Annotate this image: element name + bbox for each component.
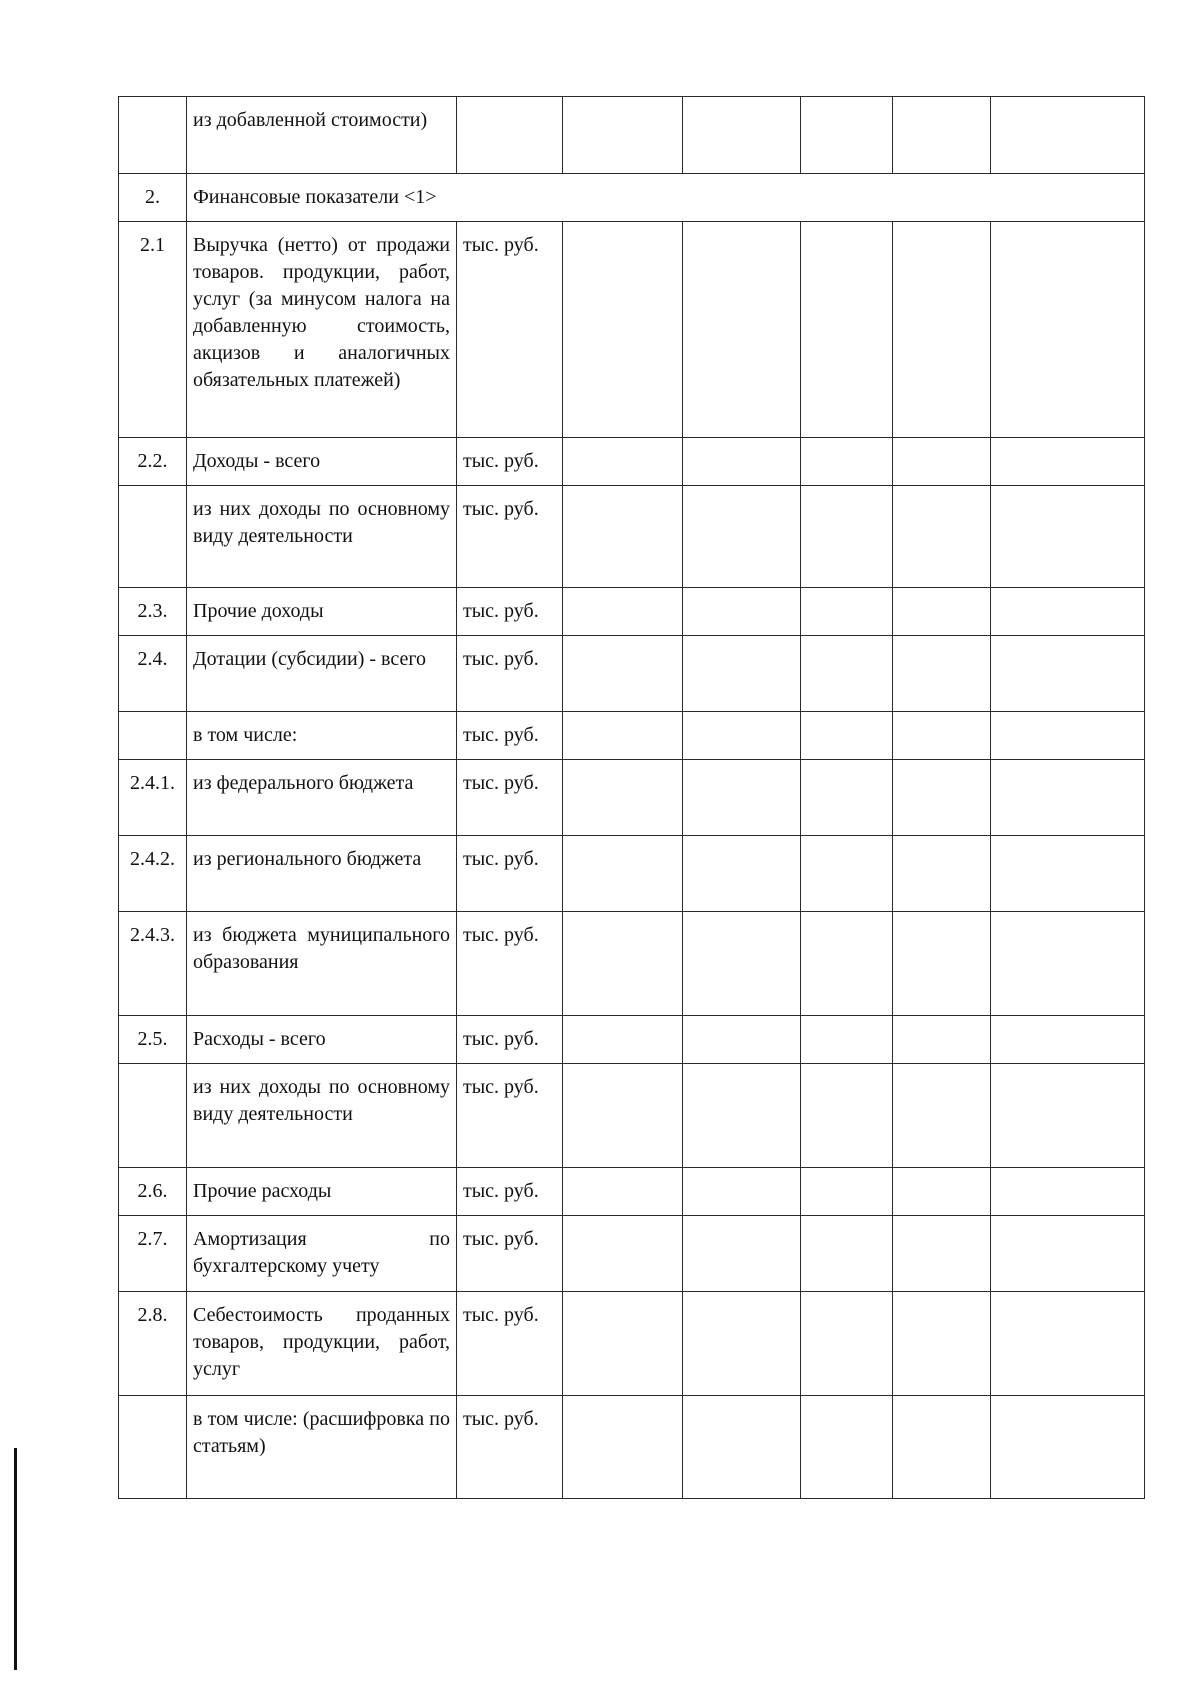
value-cell	[893, 636, 991, 712]
value-cell	[563, 588, 683, 636]
row-name: в том числе: (расшифровка по статьям)	[187, 1396, 457, 1499]
row-unit: тыс. руб.	[457, 486, 563, 588]
row-number: 2.4.1.	[119, 760, 187, 836]
value-cell	[563, 97, 683, 174]
value-cell	[801, 760, 893, 836]
row-number: 2.2.	[119, 438, 187, 486]
value-cell	[893, 222, 991, 438]
value-cell	[683, 97, 801, 174]
table-row	[119, 1216, 1145, 1292]
table-row	[119, 438, 1145, 486]
value-cell	[801, 912, 893, 1016]
value-cell	[991, 636, 1145, 712]
section-title: Финансовые показатели <1>	[187, 174, 1145, 222]
row-number	[119, 1064, 187, 1168]
row-number: 2.4.2.	[119, 836, 187, 912]
row-name: в том числе:	[187, 712, 457, 760]
row-name: из бюджета муниципального образования	[187, 912, 457, 1016]
value-cell	[991, 1168, 1145, 1216]
row-name: из них доходы по основному виду деятельности	[187, 486, 457, 588]
row-number	[119, 1396, 187, 1499]
table-row	[119, 588, 1145, 636]
value-cell	[801, 1168, 893, 1216]
value-cell	[991, 712, 1145, 760]
value-cell	[801, 712, 893, 760]
row-name: Прочие доходы	[187, 588, 457, 636]
row-number	[119, 486, 187, 588]
row-unit: тыс. руб.	[457, 1016, 563, 1064]
value-cell	[563, 1292, 683, 1396]
table-row	[119, 1168, 1145, 1216]
value-cell	[563, 438, 683, 486]
value-cell	[683, 222, 801, 438]
value-cell	[683, 588, 801, 636]
value-cell	[563, 712, 683, 760]
value-cell	[683, 1168, 801, 1216]
value-cell	[991, 912, 1145, 1016]
table-row	[119, 1016, 1145, 1064]
row-unit: тыс. руб.	[457, 588, 563, 636]
table-row	[119, 1396, 1145, 1499]
value-cell	[683, 438, 801, 486]
value-cell	[991, 760, 1145, 836]
value-cell	[893, 588, 991, 636]
value-cell	[563, 760, 683, 836]
value-cell	[991, 222, 1145, 438]
row-unit: тыс. руб.	[457, 760, 563, 836]
value-cell	[563, 1016, 683, 1064]
value-cell	[893, 438, 991, 486]
value-cell	[683, 1064, 801, 1168]
value-cell	[801, 222, 893, 438]
value-cell	[893, 912, 991, 1016]
value-cell	[801, 1292, 893, 1396]
value-cell	[683, 912, 801, 1016]
row-unit: тыс. руб.	[457, 1292, 563, 1396]
value-cell	[893, 836, 991, 912]
row-unit	[457, 97, 563, 174]
row-number: 2.5.	[119, 1016, 187, 1064]
table-row	[119, 712, 1145, 760]
row-name: из федерального бюджета	[187, 760, 457, 836]
value-cell	[893, 1292, 991, 1396]
value-cell	[801, 836, 893, 912]
section-number: 2.	[119, 174, 187, 222]
value-cell	[563, 1064, 683, 1168]
row-name: Себестоимость проданных товаров, продукции, работ, услуг	[187, 1292, 457, 1396]
value-cell	[893, 760, 991, 836]
value-cell	[683, 1396, 801, 1499]
row-unit: тыс. руб.	[457, 1396, 563, 1499]
row-unit: тыс. руб.	[457, 712, 563, 760]
value-cell	[801, 1396, 893, 1499]
value-cell	[563, 486, 683, 588]
row-name: из добавленной стоимости)	[187, 97, 457, 174]
value-cell	[683, 760, 801, 836]
value-cell	[893, 1396, 991, 1499]
value-cell	[893, 486, 991, 588]
value-cell	[893, 97, 991, 174]
row-number: 2.1	[119, 222, 187, 438]
row-unit: тыс. руб.	[457, 1064, 563, 1168]
row-unit: тыс. руб.	[457, 438, 563, 486]
value-cell	[801, 1216, 893, 1292]
row-name: Выручка (нетто) от продажи товаров. продукции, работ, услуг (за минусом налога на добавленную стоимость, акцизов и аналогичных обязательных платежей)	[187, 222, 457, 438]
value-cell	[991, 836, 1145, 912]
row-number: 2.6.	[119, 1168, 187, 1216]
financial-indicators-table	[118, 96, 1145, 1499]
row-number	[119, 97, 187, 174]
value-cell	[893, 1216, 991, 1292]
row-name: Амортизация по бухгалтерскому учету	[187, 1216, 457, 1292]
table-row	[119, 486, 1145, 588]
value-cell	[801, 636, 893, 712]
row-number: 2.8.	[119, 1292, 187, 1396]
value-cell	[683, 836, 801, 912]
value-cell	[991, 97, 1145, 174]
row-unit: тыс. руб.	[457, 636, 563, 712]
row-name: Доходы - всего	[187, 438, 457, 486]
value-cell	[991, 1216, 1145, 1292]
value-cell	[893, 1064, 991, 1168]
row-unit: тыс. руб.	[457, 912, 563, 1016]
row-name: Прочие расходы	[187, 1168, 457, 1216]
row-name: из регионального бюджета	[187, 836, 457, 912]
value-cell	[991, 1016, 1145, 1064]
value-cell	[801, 1064, 893, 1168]
value-cell	[683, 1216, 801, 1292]
row-number: 2.7.	[119, 1216, 187, 1292]
value-cell	[563, 1216, 683, 1292]
table-row	[119, 760, 1145, 836]
document-sheet	[118, 96, 1144, 1499]
row-number	[119, 712, 187, 760]
value-cell	[991, 486, 1145, 588]
value-cell	[893, 1016, 991, 1064]
table-row	[119, 1064, 1145, 1168]
table-row	[119, 1292, 1145, 1396]
row-number: 2.3.	[119, 588, 187, 636]
table-row	[119, 636, 1145, 712]
value-cell	[991, 1396, 1145, 1499]
table-row	[119, 97, 1145, 174]
scan-edge-line	[14, 1448, 17, 1670]
row-name: Расходы - всего	[187, 1016, 457, 1064]
value-cell	[991, 438, 1145, 486]
value-cell	[563, 1396, 683, 1499]
value-cell	[801, 97, 893, 174]
value-cell	[801, 1016, 893, 1064]
value-cell	[991, 1064, 1145, 1168]
value-cell	[683, 1292, 801, 1396]
value-cell	[801, 486, 893, 588]
table-row	[119, 836, 1145, 912]
value-cell	[563, 912, 683, 1016]
row-number: 2.4.3.	[119, 912, 187, 1016]
value-cell	[801, 438, 893, 486]
value-cell	[683, 712, 801, 760]
row-unit: тыс. руб.	[457, 1216, 563, 1292]
value-cell	[991, 1292, 1145, 1396]
section-row	[119, 174, 1145, 222]
row-number: 2.4.	[119, 636, 187, 712]
row-name: Дотации (субсидии) - всего	[187, 636, 457, 712]
value-cell	[683, 1016, 801, 1064]
value-cell	[683, 486, 801, 588]
row-unit: тыс. руб.	[457, 836, 563, 912]
value-cell	[563, 836, 683, 912]
value-cell	[683, 636, 801, 712]
table-row	[119, 912, 1145, 1016]
value-cell	[563, 222, 683, 438]
row-unit: тыс. руб.	[457, 1168, 563, 1216]
table-row	[119, 222, 1145, 438]
row-name: из них доходы по основному виду деятельности	[187, 1064, 457, 1168]
value-cell	[801, 588, 893, 636]
value-cell	[991, 588, 1145, 636]
row-unit: тыс. руб.	[457, 222, 563, 438]
value-cell	[563, 636, 683, 712]
value-cell	[893, 1168, 991, 1216]
value-cell	[563, 1168, 683, 1216]
value-cell	[893, 712, 991, 760]
